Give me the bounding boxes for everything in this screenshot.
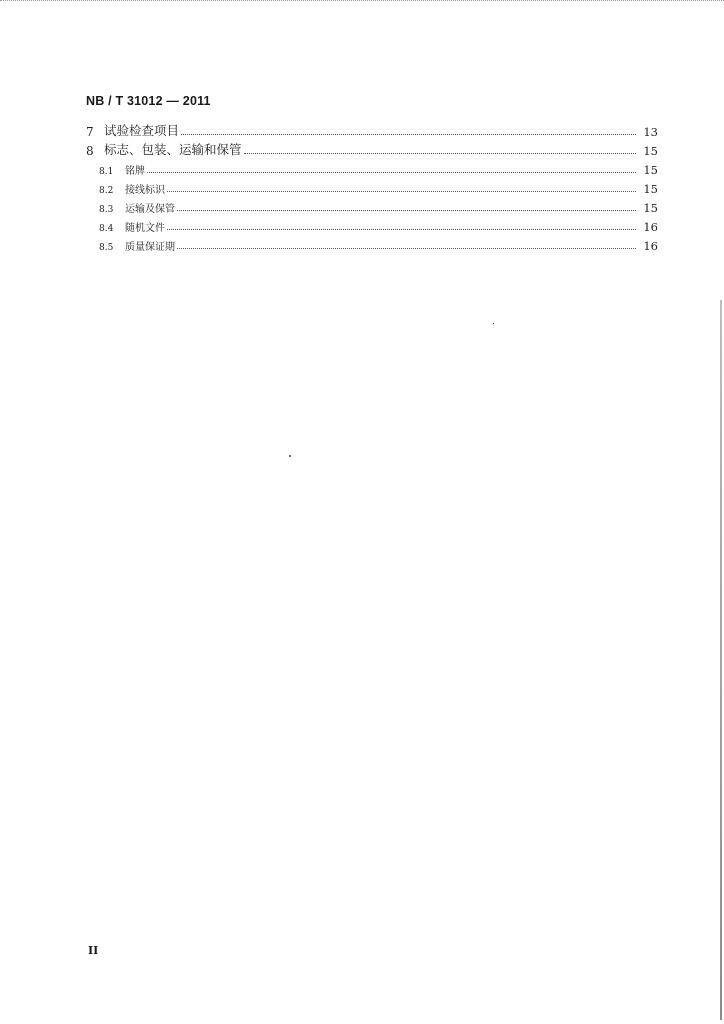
standard-code-header: NB / T 31012 — 2011 xyxy=(86,94,211,108)
toc-entry-number: 7 xyxy=(86,125,94,139)
table-of-contents xyxy=(86,120,658,253)
scan-speck xyxy=(493,323,494,324)
toc-entry-page: 16 xyxy=(643,239,658,253)
toc-entry-8[interactable] xyxy=(86,139,658,158)
toc-entry-title: 随机文件 xyxy=(125,223,165,234)
scan-speck xyxy=(289,455,291,457)
toc-entry-8-3[interactable] xyxy=(86,196,658,215)
toc-entry-number: 8.1 xyxy=(99,167,114,177)
toc-entry-8-2[interactable] xyxy=(86,177,658,196)
toc-entry-8-5[interactable] xyxy=(86,234,658,253)
dot-leader xyxy=(177,248,636,249)
dot-leader xyxy=(244,153,636,154)
toc-entry-number: 8.2 xyxy=(99,186,114,196)
scan-right-edge xyxy=(720,300,722,1020)
toc-entry-8-1[interactable] xyxy=(86,158,658,177)
dot-leader xyxy=(181,134,636,135)
toc-entry-number: 8.5 xyxy=(99,243,114,253)
toc-entry-page: 15 xyxy=(643,201,658,215)
toc-entry-page: 15 xyxy=(643,182,658,196)
toc-entry-8-4[interactable] xyxy=(86,215,658,234)
toc-entry-page: 13 xyxy=(643,125,658,139)
toc-entry-number: 8.4 xyxy=(99,224,114,234)
toc-entry-page: 15 xyxy=(643,163,658,177)
toc-entry-title: 质量保证期 xyxy=(125,242,175,253)
toc-entry-7[interactable] xyxy=(86,120,658,139)
toc-entry-title: 标志、包装、运输和保管 xyxy=(104,142,242,157)
toc-entry-title: 运输及保管 xyxy=(125,204,175,215)
toc-entry-title: 试验检查项目 xyxy=(104,123,180,138)
dot-leader xyxy=(167,229,636,230)
toc-entry-title: 铭牌 xyxy=(125,166,145,177)
toc-entry-number: 8 xyxy=(86,144,94,158)
toc-entry-page: 15 xyxy=(643,144,658,158)
page-number: II xyxy=(88,944,99,957)
toc-entry-number: 8.3 xyxy=(99,205,114,215)
dot-leader xyxy=(177,210,636,211)
toc-entry-page: 16 xyxy=(643,220,658,234)
toc-entry-title: 接线标识 xyxy=(125,185,165,196)
dot-leader xyxy=(167,191,636,192)
scan-top-edge xyxy=(0,0,724,5)
dot-leader xyxy=(147,172,636,173)
